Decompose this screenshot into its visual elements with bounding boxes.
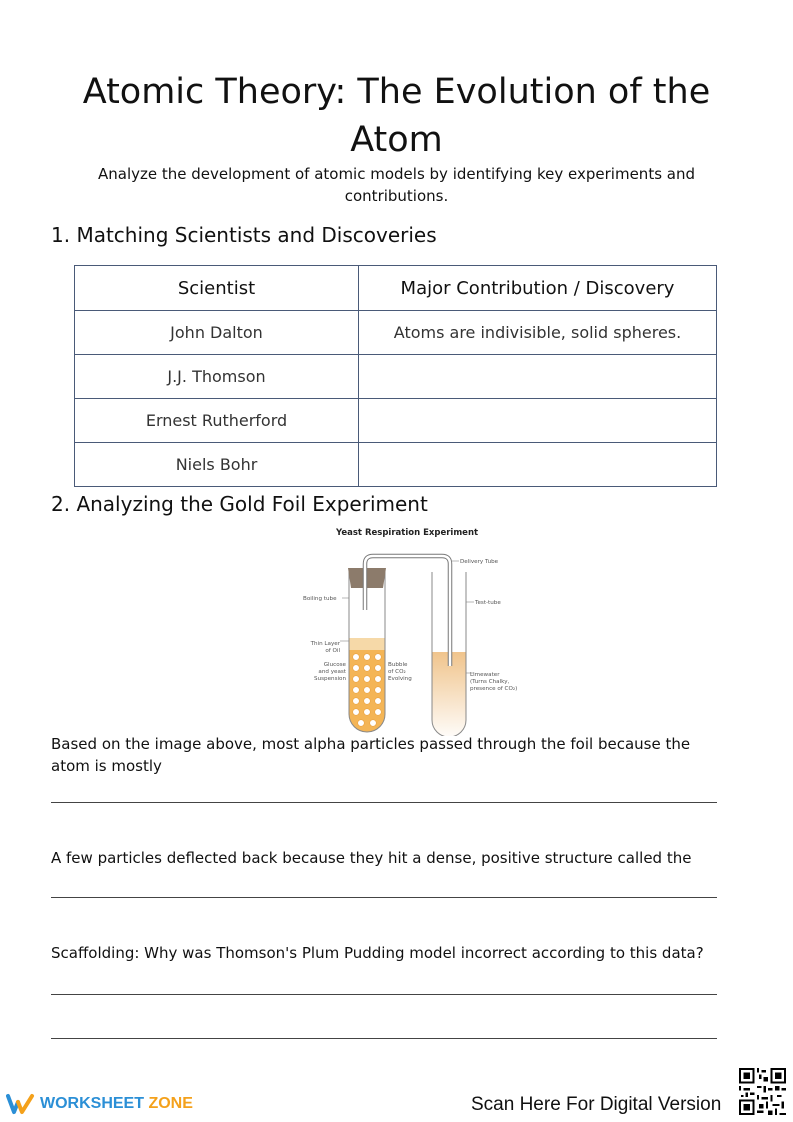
label-test-tube: Test-tube	[475, 600, 501, 606]
contribution-answer-cell[interactable]	[359, 399, 717, 443]
label-limewater: presence of CO₂)	[470, 686, 518, 692]
table-row	[75, 355, 717, 399]
label-bubble: of CO₂	[388, 669, 406, 675]
scan-caption: Scan Here For Digital Version	[471, 1094, 722, 1115]
label-limewater: (Turns Chalky,	[470, 679, 510, 685]
label-thin-layer: of Oil	[325, 648, 340, 654]
label-glucose: Glucose	[323, 662, 346, 668]
logo-text: WORKSHEET ZONE	[40, 1095, 193, 1112]
question-1: Based on the image above, most alpha particles passed through the foil because the atom is mostly	[51, 735, 691, 775]
label-bubble: Evolving	[388, 676, 412, 682]
scientist-cell: John Dalton	[75, 311, 359, 355]
answer-line[interactable]	[51, 802, 717, 803]
label-limewater: Limewater	[470, 672, 500, 678]
matching-table	[74, 265, 717, 487]
scientist-cell: Niels Bohr	[75, 443, 359, 487]
label-bubble: Bubble	[388, 662, 408, 668]
answer-line[interactable]	[51, 994, 717, 995]
table-row	[75, 399, 717, 443]
label-glucose: and yeast	[318, 669, 346, 675]
table-header-row	[75, 266, 717, 311]
question-2: A few particles deflected back because they hit a dense, positive structure called the	[51, 849, 692, 867]
scientist-cell: Ernest Rutherford	[75, 399, 359, 443]
contribution-answer-cell[interactable]	[359, 443, 717, 487]
question-3: Scaffolding: Why was Thomson's Plum Pudding model incorrect according to this data?	[51, 944, 704, 962]
section-heading-matching: 1. Matching Scientists and Discoveries	[51, 223, 437, 247]
column-header-scientist: Scientist	[75, 266, 359, 311]
diagram-title: Yeast Respiration Experiment	[336, 528, 479, 538]
label-glucose: Suspension	[314, 676, 346, 682]
table-row	[75, 443, 717, 487]
page-title: Atomic Theory: The Evolution of the Atom	[82, 72, 711, 160]
label-delivery-tube: Delivery Tube	[460, 559, 499, 565]
contribution-cell: Atoms are indivisible, solid spheres.	[359, 311, 717, 355]
column-header-contribution: Major Contribution / Discovery	[359, 266, 717, 311]
worksheet-zone-logo	[6, 1093, 193, 1115]
page-subtitle: Analyze the development of atomic models by identifying key experiments and contributions.	[97, 165, 696, 205]
answer-line[interactable]	[51, 897, 717, 898]
table-row	[75, 311, 717, 355]
yeast-respiration-diagram	[302, 524, 532, 736]
contribution-answer-cell[interactable]	[359, 355, 717, 399]
section-heading-gold-foil: 2. Analyzing the Gold Foil Experiment	[51, 492, 428, 516]
label-thin-layer: Thin Layer	[310, 641, 340, 647]
qr-code-icon[interactable]	[739, 1068, 786, 1115]
answer-line[interactable]	[51, 1038, 717, 1039]
scientist-cell: J.J. Thomson	[75, 355, 359, 399]
logo-icon	[6, 1093, 36, 1115]
label-boiling-tube: Boiling tube	[303, 596, 337, 602]
